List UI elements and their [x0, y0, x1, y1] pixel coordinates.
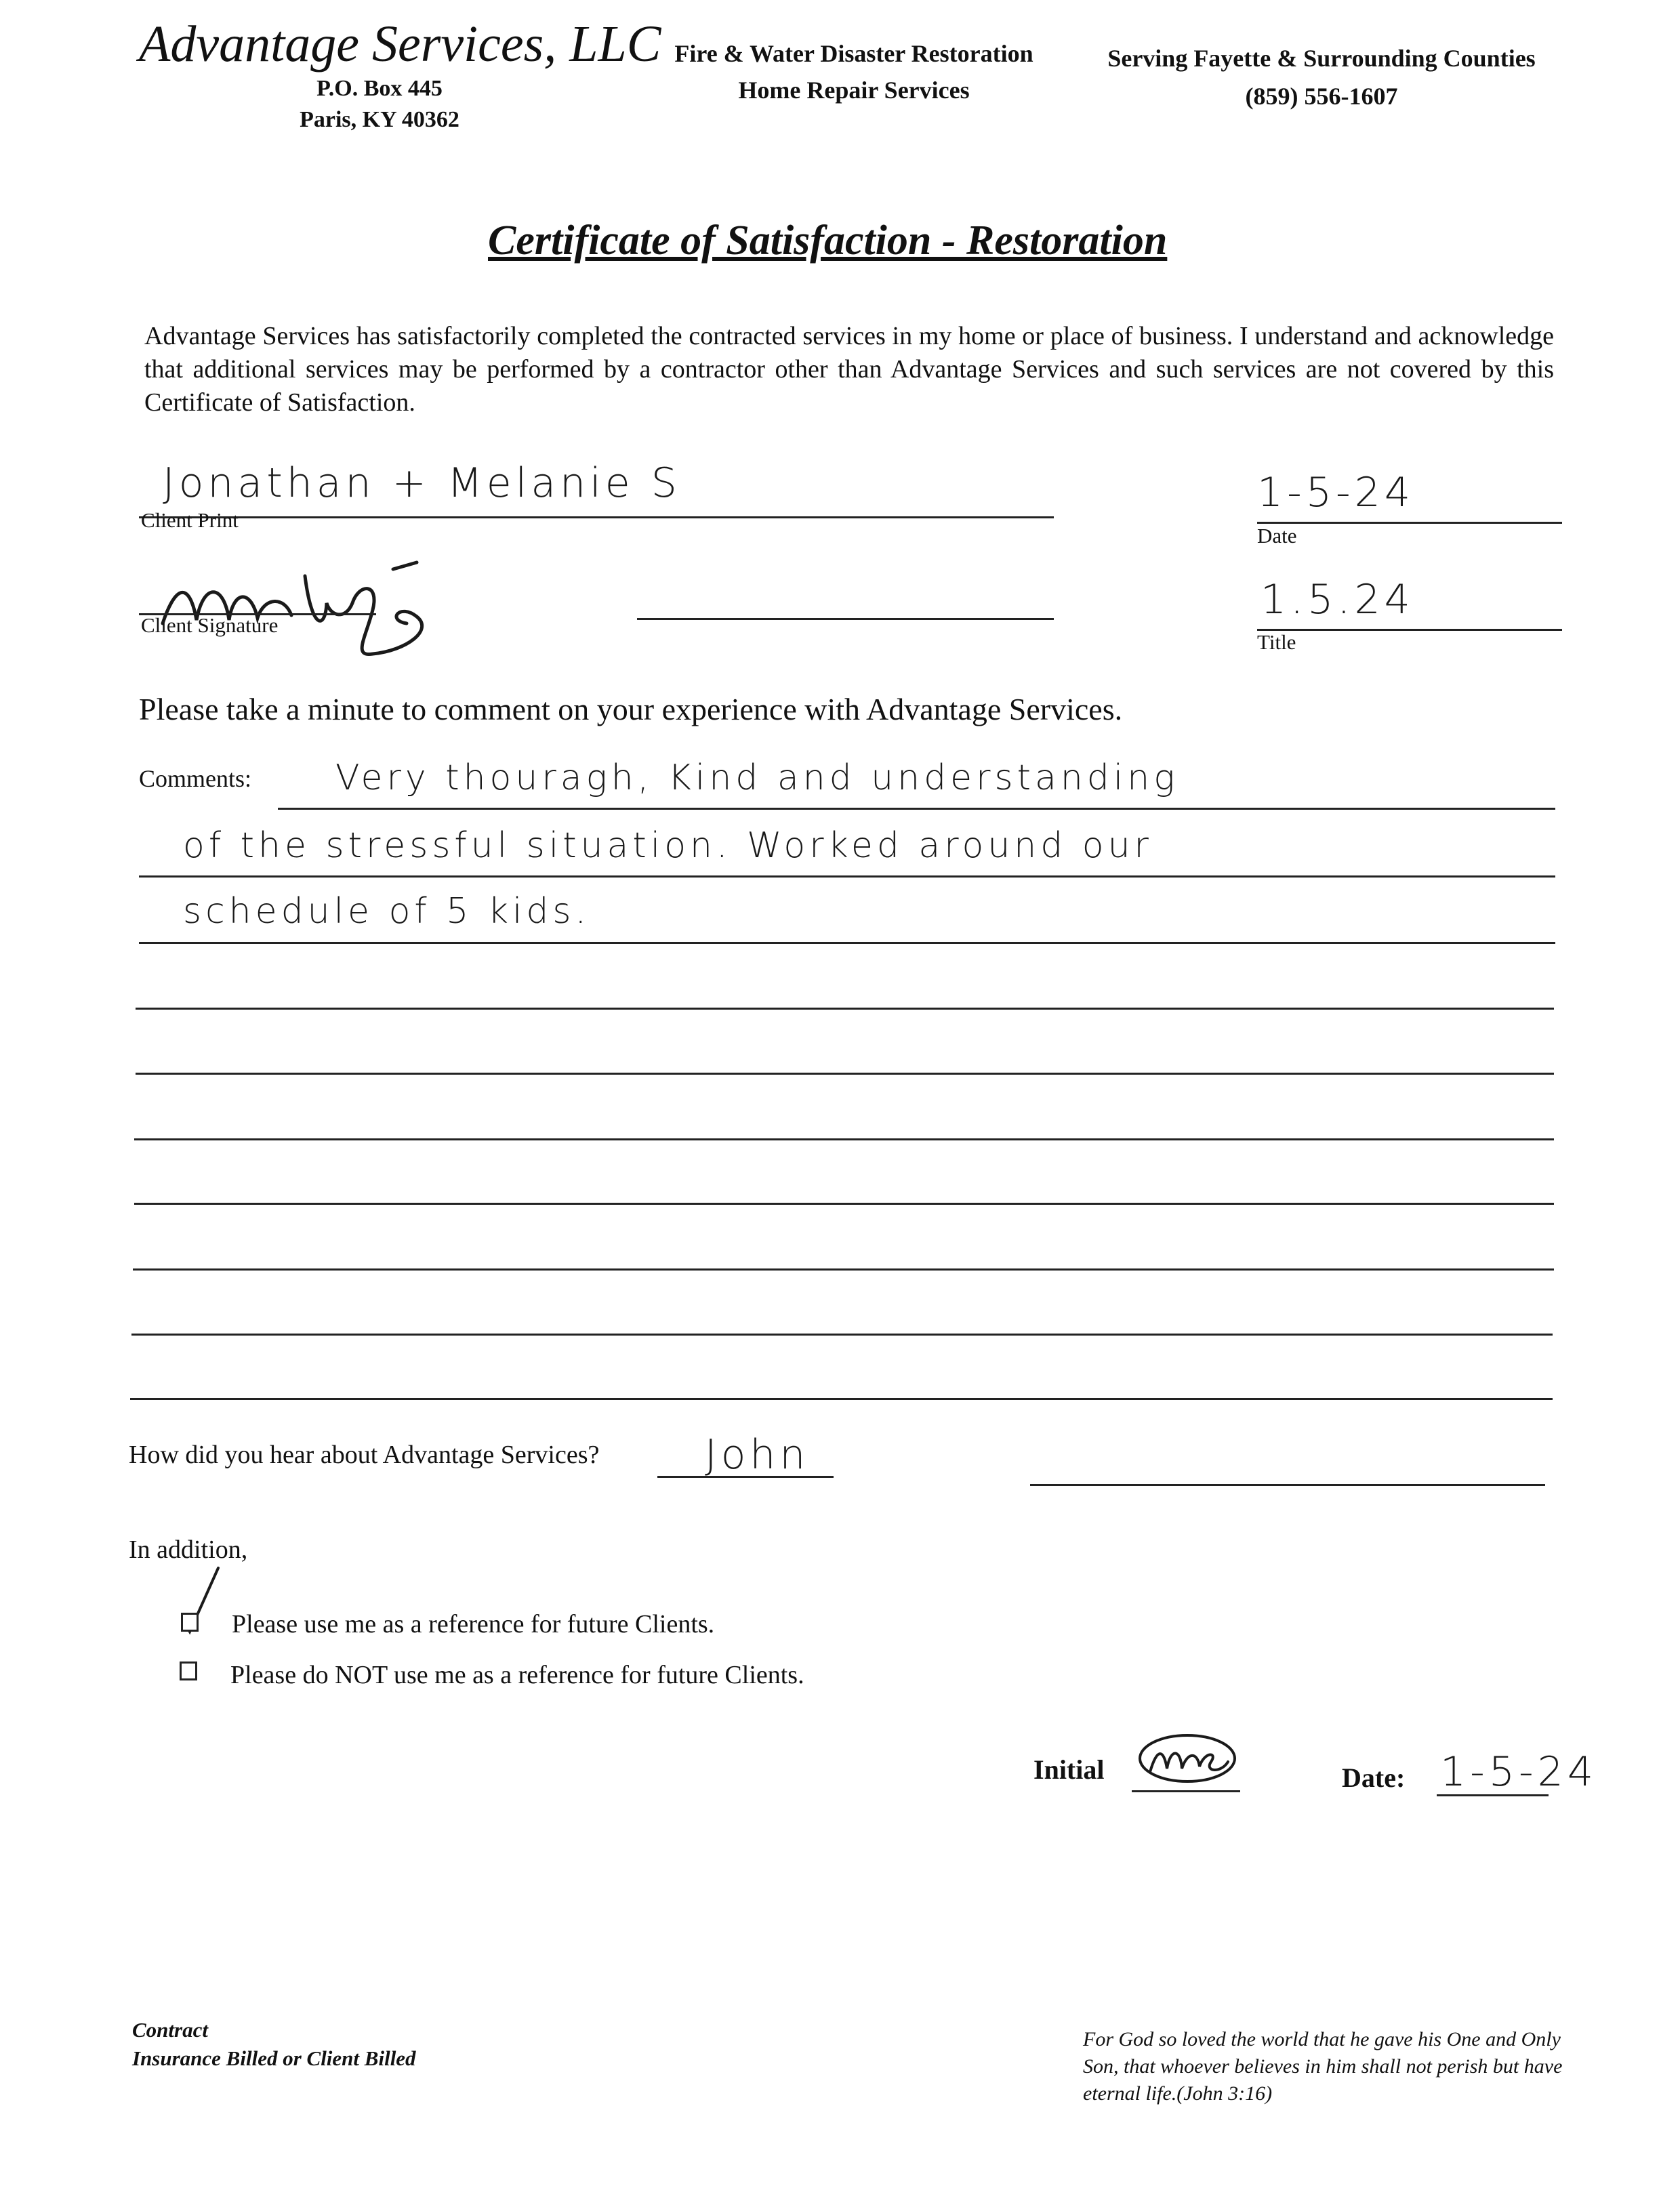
comment-line-9	[131, 1334, 1553, 1336]
initial-mark[interactable]	[1133, 1725, 1242, 1792]
client-date-label: Date	[1257, 524, 1297, 548]
phone-number: (859) 556-1607	[1245, 83, 1398, 110]
services-line-2: Home Repair Services	[738, 77, 970, 104]
initials-scribble	[1133, 1725, 1242, 1792]
company-name: Advantage Services, LLC	[139, 16, 661, 73]
intro-paragraph: Advantage Services has satisfactorily completed the contracted services in my home or place of business. I understand and acknowledge that additional services may be performed by a contractor other than Advantage Services and such services are not covered by this Certificate of Satisfaction.	[144, 322, 1554, 417]
client-signature-line-2	[637, 618, 1054, 620]
services-line-1: Fire & Water Disaster Restoration	[674, 40, 1033, 67]
comment-line-3	[139, 942, 1555, 944]
document-title: Certificate of Satisfaction - Restoration	[488, 218, 1168, 264]
comment-line-1-text[interactable]: Very thouragh, Kind and understanding	[335, 758, 1179, 798]
comment-line-1	[278, 808, 1555, 810]
sign-date-value[interactable]: 1-5-24	[1440, 1748, 1597, 1796]
comment-line-6	[134, 1138, 1554, 1140]
client-title-value[interactable]: 1.5.24	[1261, 576, 1414, 623]
client-signature[interactable]	[149, 556, 461, 657]
service-area-block	[1084, 39, 1559, 115]
client-signature-label: Client Signature	[141, 613, 279, 637]
address-line-2: Paris, KY 40362	[300, 107, 459, 132]
reference-no-checkbox[interactable]	[180, 1661, 197, 1680]
contract-note	[132, 2016, 416, 2073]
comments-label: Comments:	[139, 765, 252, 792]
comment-line-4	[136, 1008, 1554, 1010]
comment-line-3-text[interactable]: schedule of 5 kids.	[183, 891, 591, 932]
referral-question: How did you hear about Advantage Services?	[129, 1441, 600, 1469]
client-print-value[interactable]: Jonathan + Melanie S	[163, 459, 681, 507]
client-title-line	[1257, 629, 1562, 631]
in-addition-label: In addition,	[129, 1535, 248, 1564]
comment-prompt: Please take a minute to comment on your experience with Advantage Services.	[139, 692, 1123, 726]
signature-scribble	[149, 556, 461, 657]
bible-verse: For God so loved the world that he gave his One and Only Son, that whoever believes in him shall not perish but have eternal life.(John 3:16)	[1083, 2028, 1563, 2105]
sign-date-line	[1437, 1794, 1549, 1796]
client-title-label: Title	[1257, 630, 1296, 654]
sign-date-label: Date:	[1342, 1762, 1406, 1793]
reference-no-label: Please do NOT use me as a reference for future Clients.	[230, 1661, 804, 1689]
comment-line-10	[130, 1398, 1553, 1400]
contract-line-1: Contract	[132, 2018, 208, 2042]
client-date-line	[1257, 522, 1562, 524]
company-address	[258, 73, 501, 136]
initial-line	[1132, 1790, 1240, 1792]
reference-yes-label: Please use me as a reference for future Clients.	[232, 1610, 715, 1638]
client-print-line	[139, 516, 1054, 518]
reference-yes-checkbox[interactable]	[181, 1613, 199, 1632]
initial-label: Initial	[1033, 1754, 1105, 1785]
contract-line-2: Insurance Billed or Client Billed	[132, 2046, 416, 2070]
client-print-label: Client Print	[141, 508, 239, 532]
comment-line-2	[139, 875, 1555, 878]
comment-line-7	[134, 1203, 1554, 1205]
services-block	[651, 35, 1057, 108]
referral-answer[interactable]: John	[705, 1431, 810, 1479]
comment-line-5	[136, 1073, 1554, 1075]
comment-line-8	[133, 1268, 1554, 1271]
referral-line	[657, 1476, 834, 1478]
referral-line-2	[1030, 1484, 1545, 1486]
address-line-1: P.O. Box 445	[316, 76, 443, 101]
client-date-value[interactable]: 1-5-24	[1257, 469, 1414, 516]
service-area: Serving Fayette & Surrounding Counties	[1107, 45, 1536, 72]
comment-line-2-text[interactable]: of the stressful situation. Worked around our	[183, 825, 1153, 866]
